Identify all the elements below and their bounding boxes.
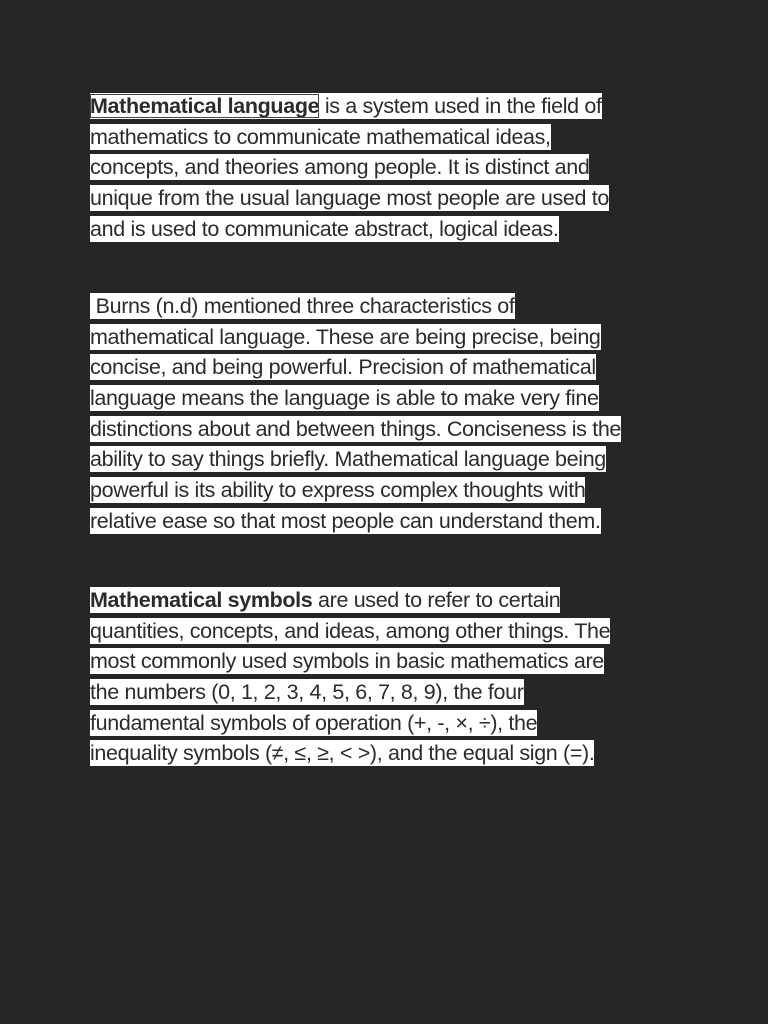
text-line: quantities, concepts, and ideas, among other things. The	[90, 618, 611, 643]
bold-term: Mathematical language	[90, 94, 320, 118]
text-line: mathematics to communicate mathematical ideas,	[90, 124, 551, 149]
bold-term: Mathematical symbols	[90, 588, 313, 612]
paragraph-burns-characteristics	[90, 293, 621, 539]
text-line: distinctions about and between things. Conciseness is the	[90, 416, 622, 441]
text-line: concise, and being powerful. Precision of mathematical	[90, 355, 596, 380]
text-line	[90, 93, 602, 119]
text-line: fundamental symbols of operation (+, -, ×, ÷), the	[90, 710, 538, 735]
text-line: concepts, and theories among people. It is distinct and	[90, 155, 590, 180]
paragraph-mathematical-symbols	[90, 587, 610, 771]
line-text: are used to refer to certain	[312, 588, 561, 612]
text-line: mathematical language. These are being precise, being	[90, 324, 601, 349]
paragraph-mathematical-language	[90, 93, 609, 246]
text-line: language means the language is able to make very fine	[90, 386, 599, 411]
text-line: inequality symbols (≠, ≤, ≥, < >), and the equal sign (=).	[90, 741, 595, 766]
text-line: and is used to communicate abstract, logical ideas.	[90, 216, 559, 241]
text-line: powerful is its ability to express complex thoughts with	[90, 478, 586, 503]
text-line: ability to say things briefly. Mathematical language being	[90, 447, 606, 472]
text-line: the numbers (0, 1, 2, 3, 4, 5, 6, 7, 8, 9), the four	[90, 680, 524, 705]
text-line	[90, 587, 560, 613]
text-line: relative ease so that most people can understand them.	[90, 508, 601, 533]
text-line: unique from the usual language most people are used to	[90, 186, 609, 211]
text-line: most commonly used symbols in basic mathematics are	[90, 649, 604, 674]
text-line: Burns (n.d) mentioned three characteristics of	[90, 294, 515, 318]
line-text: is a system used in the field of	[319, 94, 602, 118]
